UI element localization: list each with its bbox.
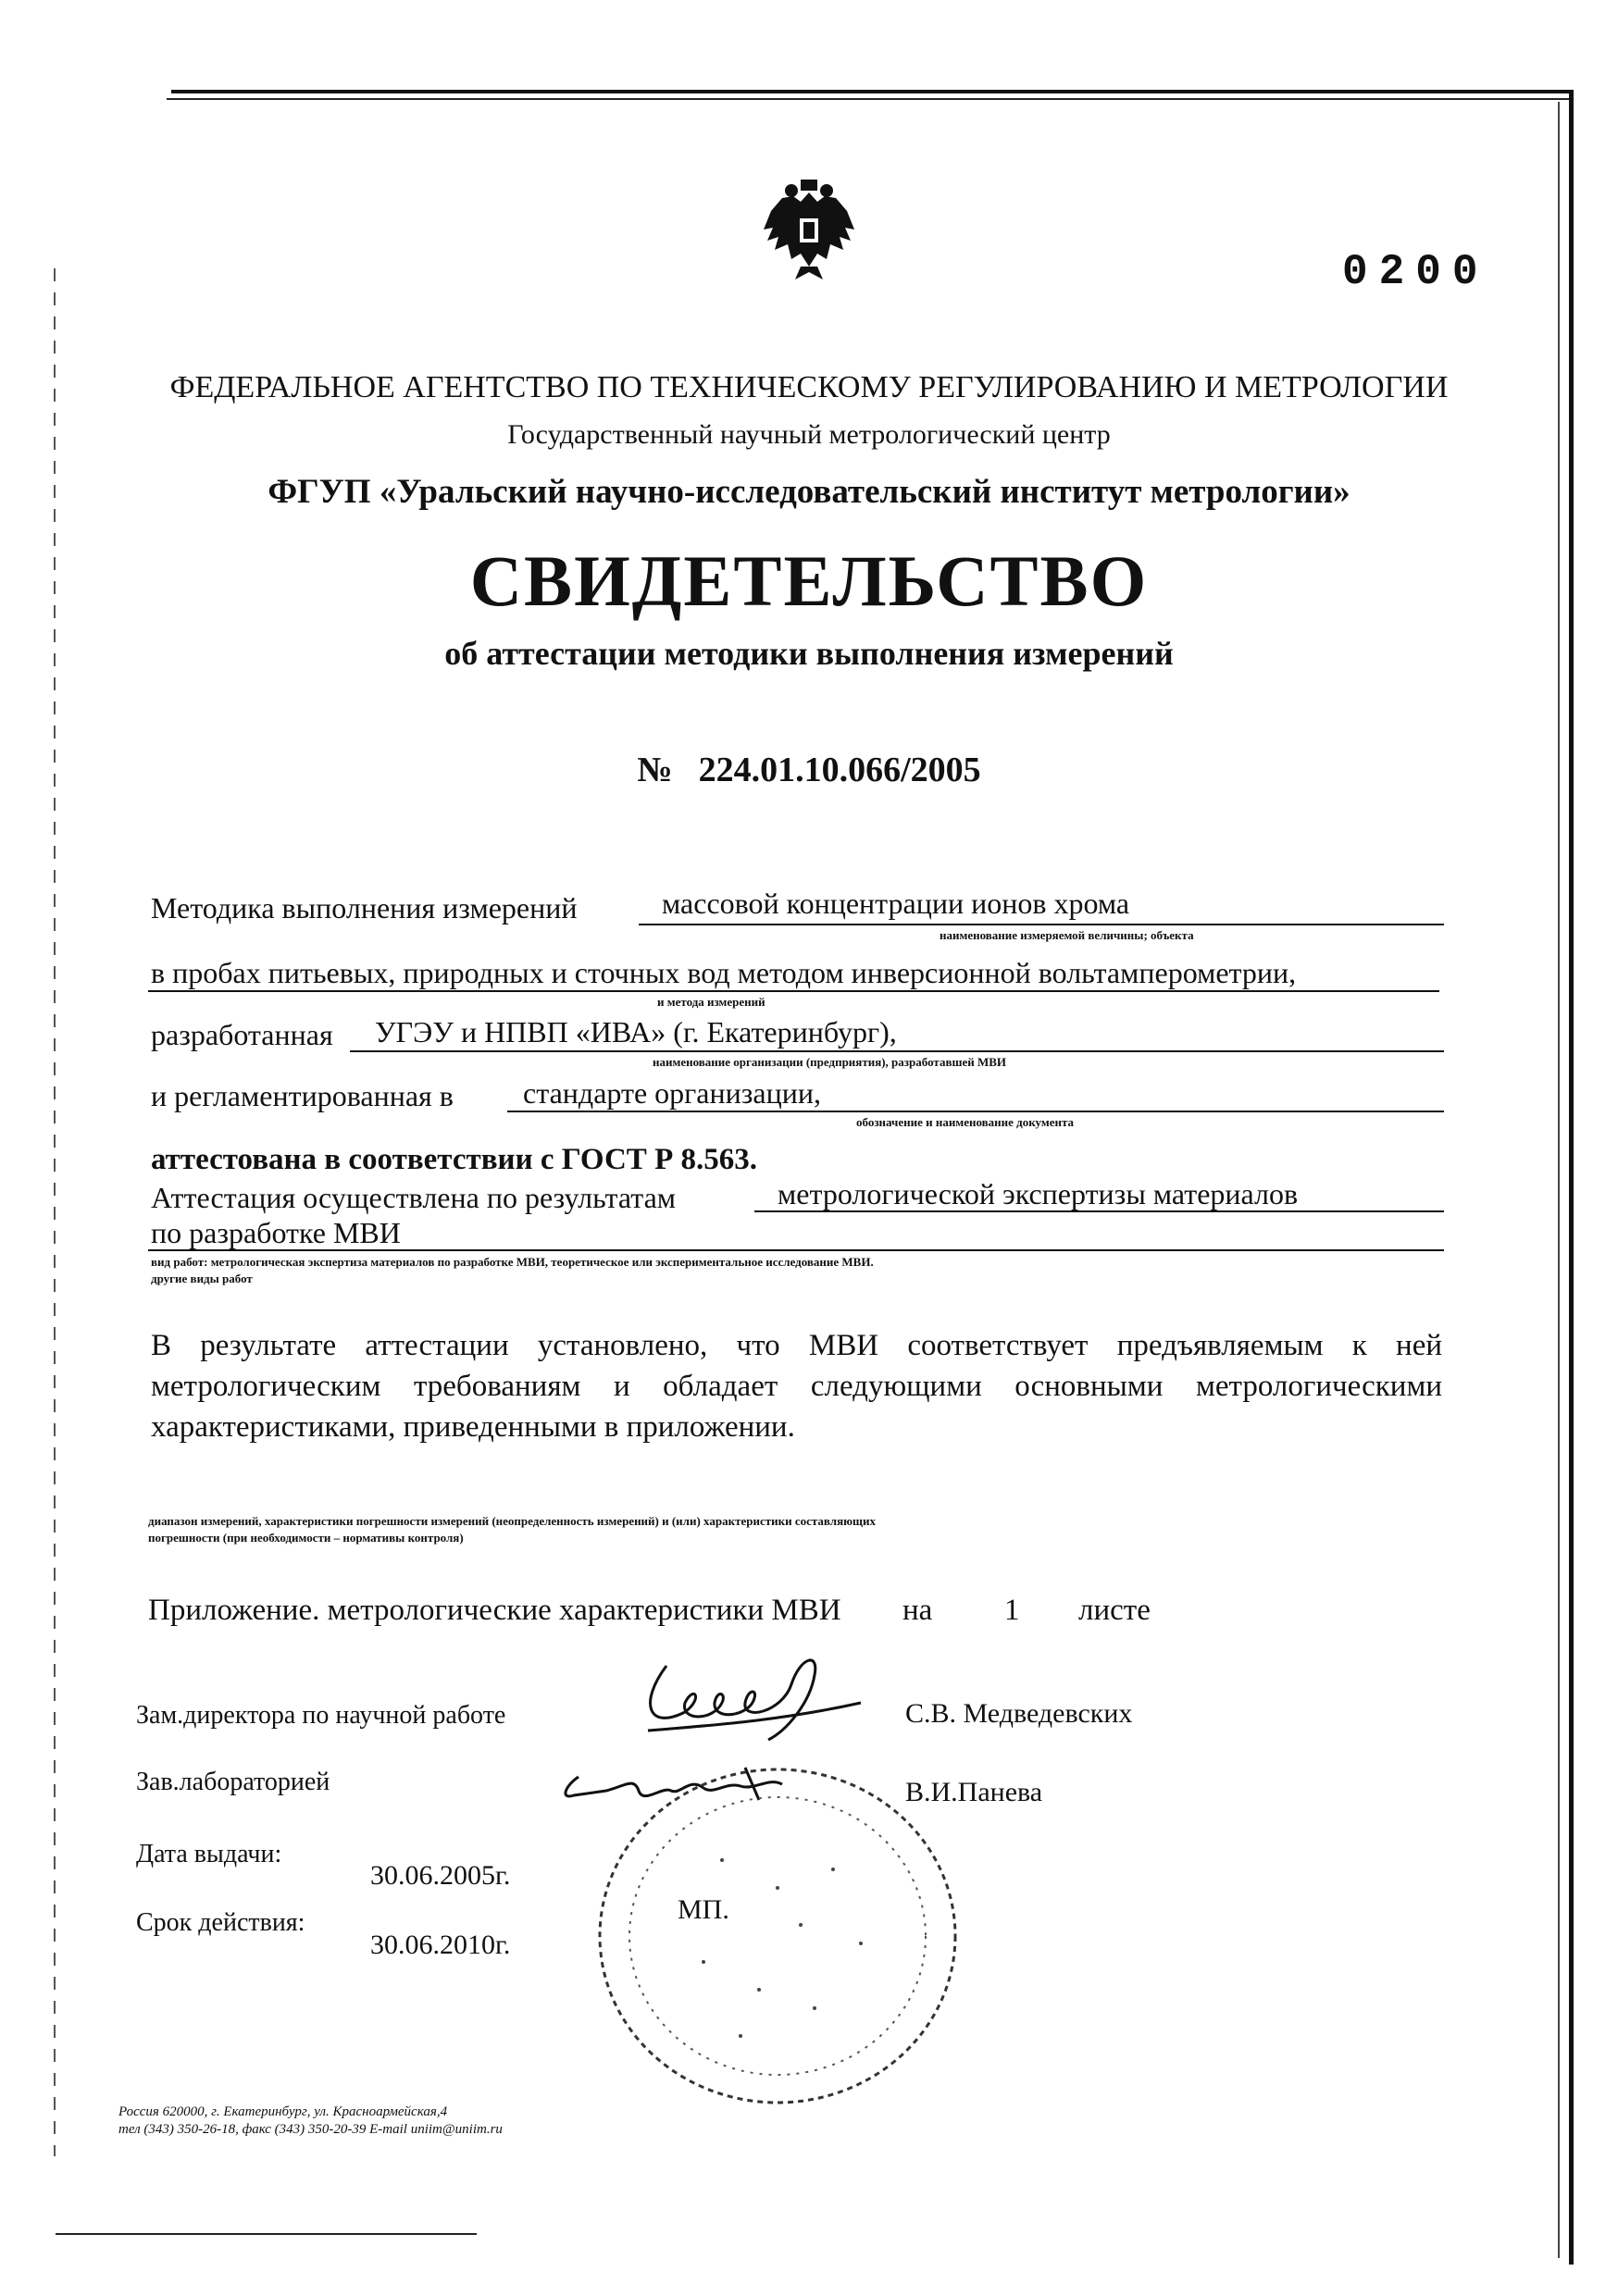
signatory-position-1: Зам.директора по научной работе — [136, 1701, 506, 1730]
signatory-name-1: С.В. Медведевских — [905, 1698, 1133, 1729]
basis-underline — [754, 1210, 1444, 1212]
basis-hint-line1: вид работ: метрологическая экспертиза материалов по разработке МВИ, теоретическое или экспериментальное исследование МВИ. — [151, 1255, 874, 1269]
certificate-number — [0, 750, 1618, 790]
number-sign: № — [637, 751, 673, 789]
frame-bottom-line — [56, 2233, 477, 2235]
regulated-underline — [507, 1111, 1444, 1112]
developer-value: УГЭУ и НПВП «ИВА» (г. Екатеринбург), — [375, 1015, 897, 1049]
stamp-label: МП. — [678, 1894, 729, 1925]
regulated-label: и регламентированная в — [151, 1079, 454, 1112]
footer-address-line1: Россия 620000, г. Екатеринбург, ул. Красноармейская,4 — [118, 2104, 448, 2119]
serial-number: 0200 — [1342, 248, 1489, 296]
footer-address-line2: тел (343) 350-26-18, факс (343) 350-20-39 E-mail uniim@uniim.ru — [118, 2122, 503, 2137]
method-underline — [639, 924, 1444, 925]
method-line2-underline — [148, 990, 1439, 992]
footer-address — [118, 2104, 503, 2139]
developer-hint: наименование организации (предприятия), разработавшей МВИ — [653, 1055, 1007, 1069]
signatory-position-2: Зав.лабораторией — [136, 1768, 330, 1796]
method-line2: в пробах питьевых, природных и сточных вод методом инверсионной вольтамперометрии, — [151, 956, 1297, 989]
validity-value: 30.06.2010г. — [370, 1930, 511, 1960]
signature-medvedevskikh — [629, 1647, 889, 1749]
institute-name: ФГУП «Уральский научно-исследовательский институт метрологии» — [268, 473, 1350, 511]
issue-date-value: 30.06.2005г. — [370, 1860, 511, 1891]
characteristics-hint — [148, 1513, 876, 1546]
frame-top-line — [171, 90, 1574, 93]
issue-date-label: Дата выдачи: — [136, 1840, 282, 1868]
method-label: Методика выполнения измерений — [151, 891, 578, 925]
frame-right-line — [1569, 90, 1574, 2265]
validity-label: Срок действия: — [136, 1908, 305, 1937]
basis-value: метрологической экспертизы материалов — [778, 1177, 1299, 1210]
basis-hint — [151, 1254, 874, 1287]
appendix-count: 1 — [1004, 1594, 1020, 1627]
attested-statement: аттестована в соответствии с ГОСТ Р 8.563. — [151, 1143, 757, 1176]
document-title: СВИДЕТЕЛЬСТВО — [469, 540, 1149, 621]
characteristics-hint-line2: погрешности (при необходимости – нормативы контроля) — [148, 1531, 464, 1545]
agency-name: ФЕДЕРАЛЬНОЕ АГЕНТСТВО ПО ТЕХНИЧЕСКОМУ РЕГУЛИРОВАНИЮ И МЕТРОЛОГИИ — [169, 370, 1449, 404]
method-hint: наименование измеряемой величины; объекта — [940, 928, 1194, 942]
double-headed-eagle-icon — [754, 174, 864, 283]
round-stamp — [583, 1758, 972, 2110]
regulated-hint: обозначение и наименование документа — [856, 1115, 1075, 1129]
basis-hint-line2: другие виды работ — [151, 1272, 253, 1285]
appendix-unit: листе — [1078, 1594, 1151, 1627]
document-subtitle: об аттестации методики выполнения измерений — [444, 635, 1174, 672]
result-paragraph: В результате аттестации установлено, что МВИ соответствует предъявляемым к ней метрологическим требованиям и обладает следующими основными метрологическими характеристиками, приведенными в приложении. — [151, 1329, 1442, 1444]
basis-label: Аттестация осуществлена по результатам — [151, 1181, 677, 1214]
center-name: Государственный научный метрологический центр — [507, 419, 1111, 450]
characteristics-hint-line1: диапазон измерений, характеристики погрешности измерений (неопределенность измерений) и (или) характеристики составляющих — [148, 1514, 876, 1528]
frame-top-line-inner — [167, 98, 1574, 100]
certificate-number-value: 224.01.10.066/2005 — [698, 751, 981, 789]
developer-label: разработанная — [151, 1018, 333, 1051]
appendix-on: на — [902, 1594, 933, 1627]
method-hint2: и метода измерений — [657, 995, 765, 1009]
regulated-value: стандарте организации, — [523, 1076, 821, 1110]
developer-underline — [350, 1050, 1444, 1052]
appendix-label: Приложение. метрологические характеристики МВИ — [148, 1594, 841, 1627]
method-value: массовой концентрации ионов хрома — [662, 887, 1130, 920]
basis-line2-underline — [148, 1249, 1444, 1251]
signatory-name-2: В.И.Панева — [905, 1777, 1043, 1807]
basis-line2: по разработке МВИ — [151, 1216, 401, 1249]
